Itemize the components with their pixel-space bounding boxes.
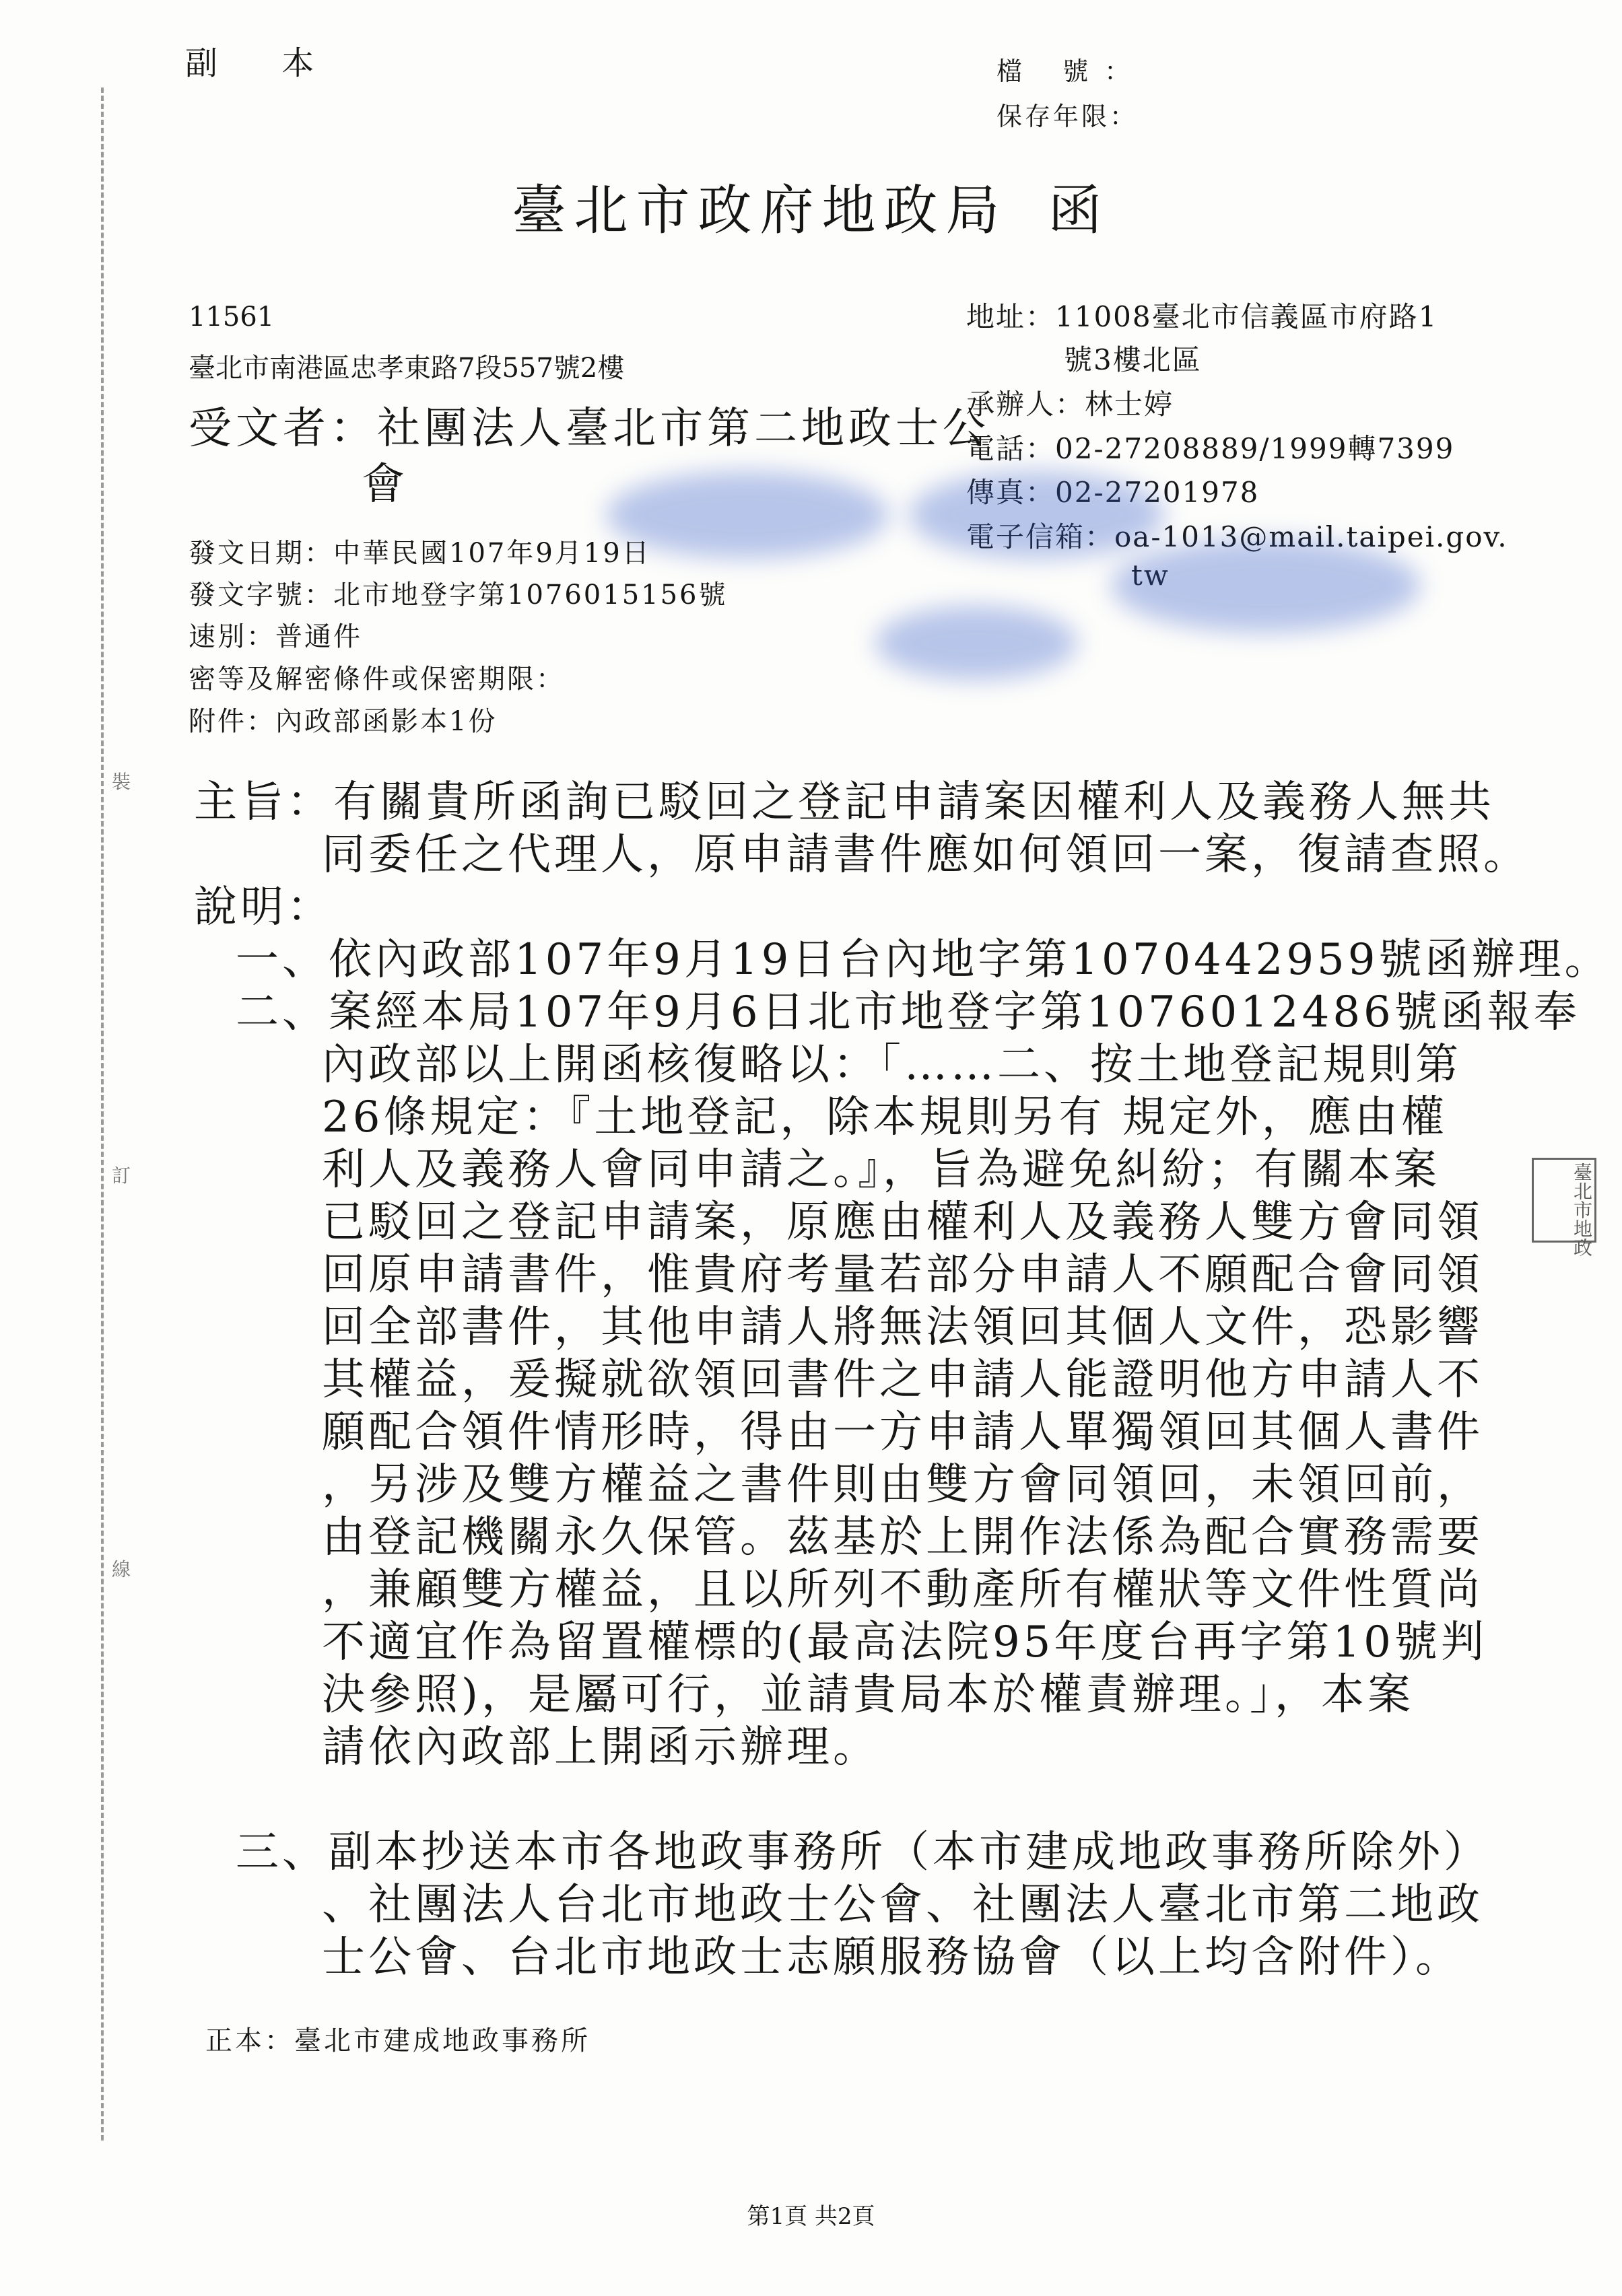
explanation-heading: 說明： xyxy=(194,882,333,932)
page-number: 第1頁 共2頁 xyxy=(747,2203,875,2230)
phone: 電話：02-27208889/1999轉7399 xyxy=(966,432,1455,465)
binding-mark: 訂 xyxy=(112,1164,131,1187)
issue-number: 發文字號：北市地登字第1076015156號 xyxy=(189,580,728,611)
handler: 承辦人：林士婷 xyxy=(966,388,1174,421)
explanation-item-1: 一、依內政部107年9月19日台內地字第1070442959號函辦理。 xyxy=(236,935,1611,985)
seal-stamp: 臺北市地政 xyxy=(1532,1158,1596,1243)
explanation-item-2-line: 不適宜作為留置權標的(最高法院95年度台再字第10號判 xyxy=(322,1617,1487,1667)
explanation-item-2-line: 請依內政部上開函示辦理。 xyxy=(322,1723,879,1772)
delivery-speed: 速別：普通件 xyxy=(189,621,362,652)
document-title xyxy=(0,167,1622,244)
issue-date: 發文日期：中華民國107年9月19日 xyxy=(189,538,651,569)
explanation-item-2-line: 回全部書件，其他申請人將無法領回其個人文件，恐影響 xyxy=(322,1302,1483,1352)
explanation-item-2-line: 26條規定：『土地登記，除本規則另有 規定外，應由權 xyxy=(322,1092,1448,1142)
subject-line: 主旨：有關貴所函詢已駁回之登記申請案因權利人及義務人無共 xyxy=(194,777,1495,827)
binding-line xyxy=(101,88,104,2141)
copy-mark: 副 本 xyxy=(185,44,341,82)
document-type: 函 xyxy=(1048,179,1110,242)
explanation-item-2-line: ，兼顧雙方權益，且以所列不動產所有權狀等文件性質尚 xyxy=(322,1565,1483,1615)
attachment: 附件：內政部函影本1份 xyxy=(189,706,498,737)
recipient-line: 受文者：社團法人臺北市第二地政士公 xyxy=(189,404,990,454)
explanation-item-2-line: 內政部以上開函核復略以：「……二、按土地登記規則第 xyxy=(322,1040,1462,1090)
explanation-item-3: 三、副本抄送本市各地政事務所（本市建成地政事務所除外） xyxy=(236,1828,1490,1877)
fax: 傳真：02-27201978 xyxy=(966,476,1260,509)
recipient-postal-code: 11561 xyxy=(189,302,275,333)
explanation-item-2-line: 其權益，爰擬就欲領回書件之申請人能證明他方申請人不 xyxy=(322,1355,1483,1405)
binding-mark: 線 xyxy=(112,1558,131,1580)
explanation-item-2-line: 已駁回之登記申請案，原應由權利人及義務人雙方會同領 xyxy=(322,1197,1483,1247)
explanation-item-3-line: 、社團法人台北市地政士公會、社團法人臺北市第二地政 xyxy=(322,1880,1483,1930)
explanation-item-2-line: 利人及義務人會同申請之。』，旨為避免糾紛；有關本案 xyxy=(322,1145,1440,1195)
stamp-residue xyxy=(909,471,1165,559)
explanation-item-2-line: 決參照)，是屬可行，並請貴局本於權責辦理。」，本案 xyxy=(322,1670,1414,1720)
secrecy-level: 密等及解密條件或保密期限： xyxy=(189,664,565,695)
stamp-residue xyxy=(1111,538,1421,633)
stamp-residue xyxy=(875,606,1077,680)
explanation-item-2-line: 回原申請書件，惟貴府考量若部分申請人不願配合會同領 xyxy=(322,1250,1483,1300)
sender-address-cont: 號3樓北區 xyxy=(1064,343,1202,376)
sender-address: 地址：11008臺北市信義區市府路1 xyxy=(966,300,1438,333)
email: 電子信箱：oa-1013@mail.taipei.gov. xyxy=(966,520,1508,553)
explanation-item-2-line: 由登記機關永久保管。茲基於上開作法係為配合實務需要 xyxy=(322,1512,1483,1562)
retention-period-label: 保存年限： xyxy=(996,102,1139,131)
agency-name: 臺北市政府地政局 xyxy=(512,179,1008,242)
email-cont: tw xyxy=(1131,559,1170,592)
recipient-address: 臺北市南港區忠孝東路7段557號2樓 xyxy=(189,353,625,384)
original-recipient: 正本：臺北市建成地政事務所 xyxy=(205,2025,590,2056)
explanation-item-3-line: 士公會、台北市地政士志願服務協會（以上均含附件）。 xyxy=(322,1933,1462,1982)
recipient-line-cont: 會 xyxy=(362,460,405,510)
explanation-item-2-line: ，另涉及雙方權益之書件則由雙方會同領回，未領回前， xyxy=(322,1460,1483,1510)
subject-line: 同委任之代理人，原申請書件應如何領回一案，復請查照。 xyxy=(322,830,1530,880)
explanation-item-2: 二、案經本局107年9月6日北市地登字第1076012486號函報奉 xyxy=(236,987,1580,1037)
binding-mark: 裝 xyxy=(112,771,131,793)
file-number-label: 檔 號： xyxy=(996,57,1147,86)
explanation-item-2-line: 願配合領件情形時，得由一方申請人單獨領回其個人書件 xyxy=(322,1407,1483,1457)
